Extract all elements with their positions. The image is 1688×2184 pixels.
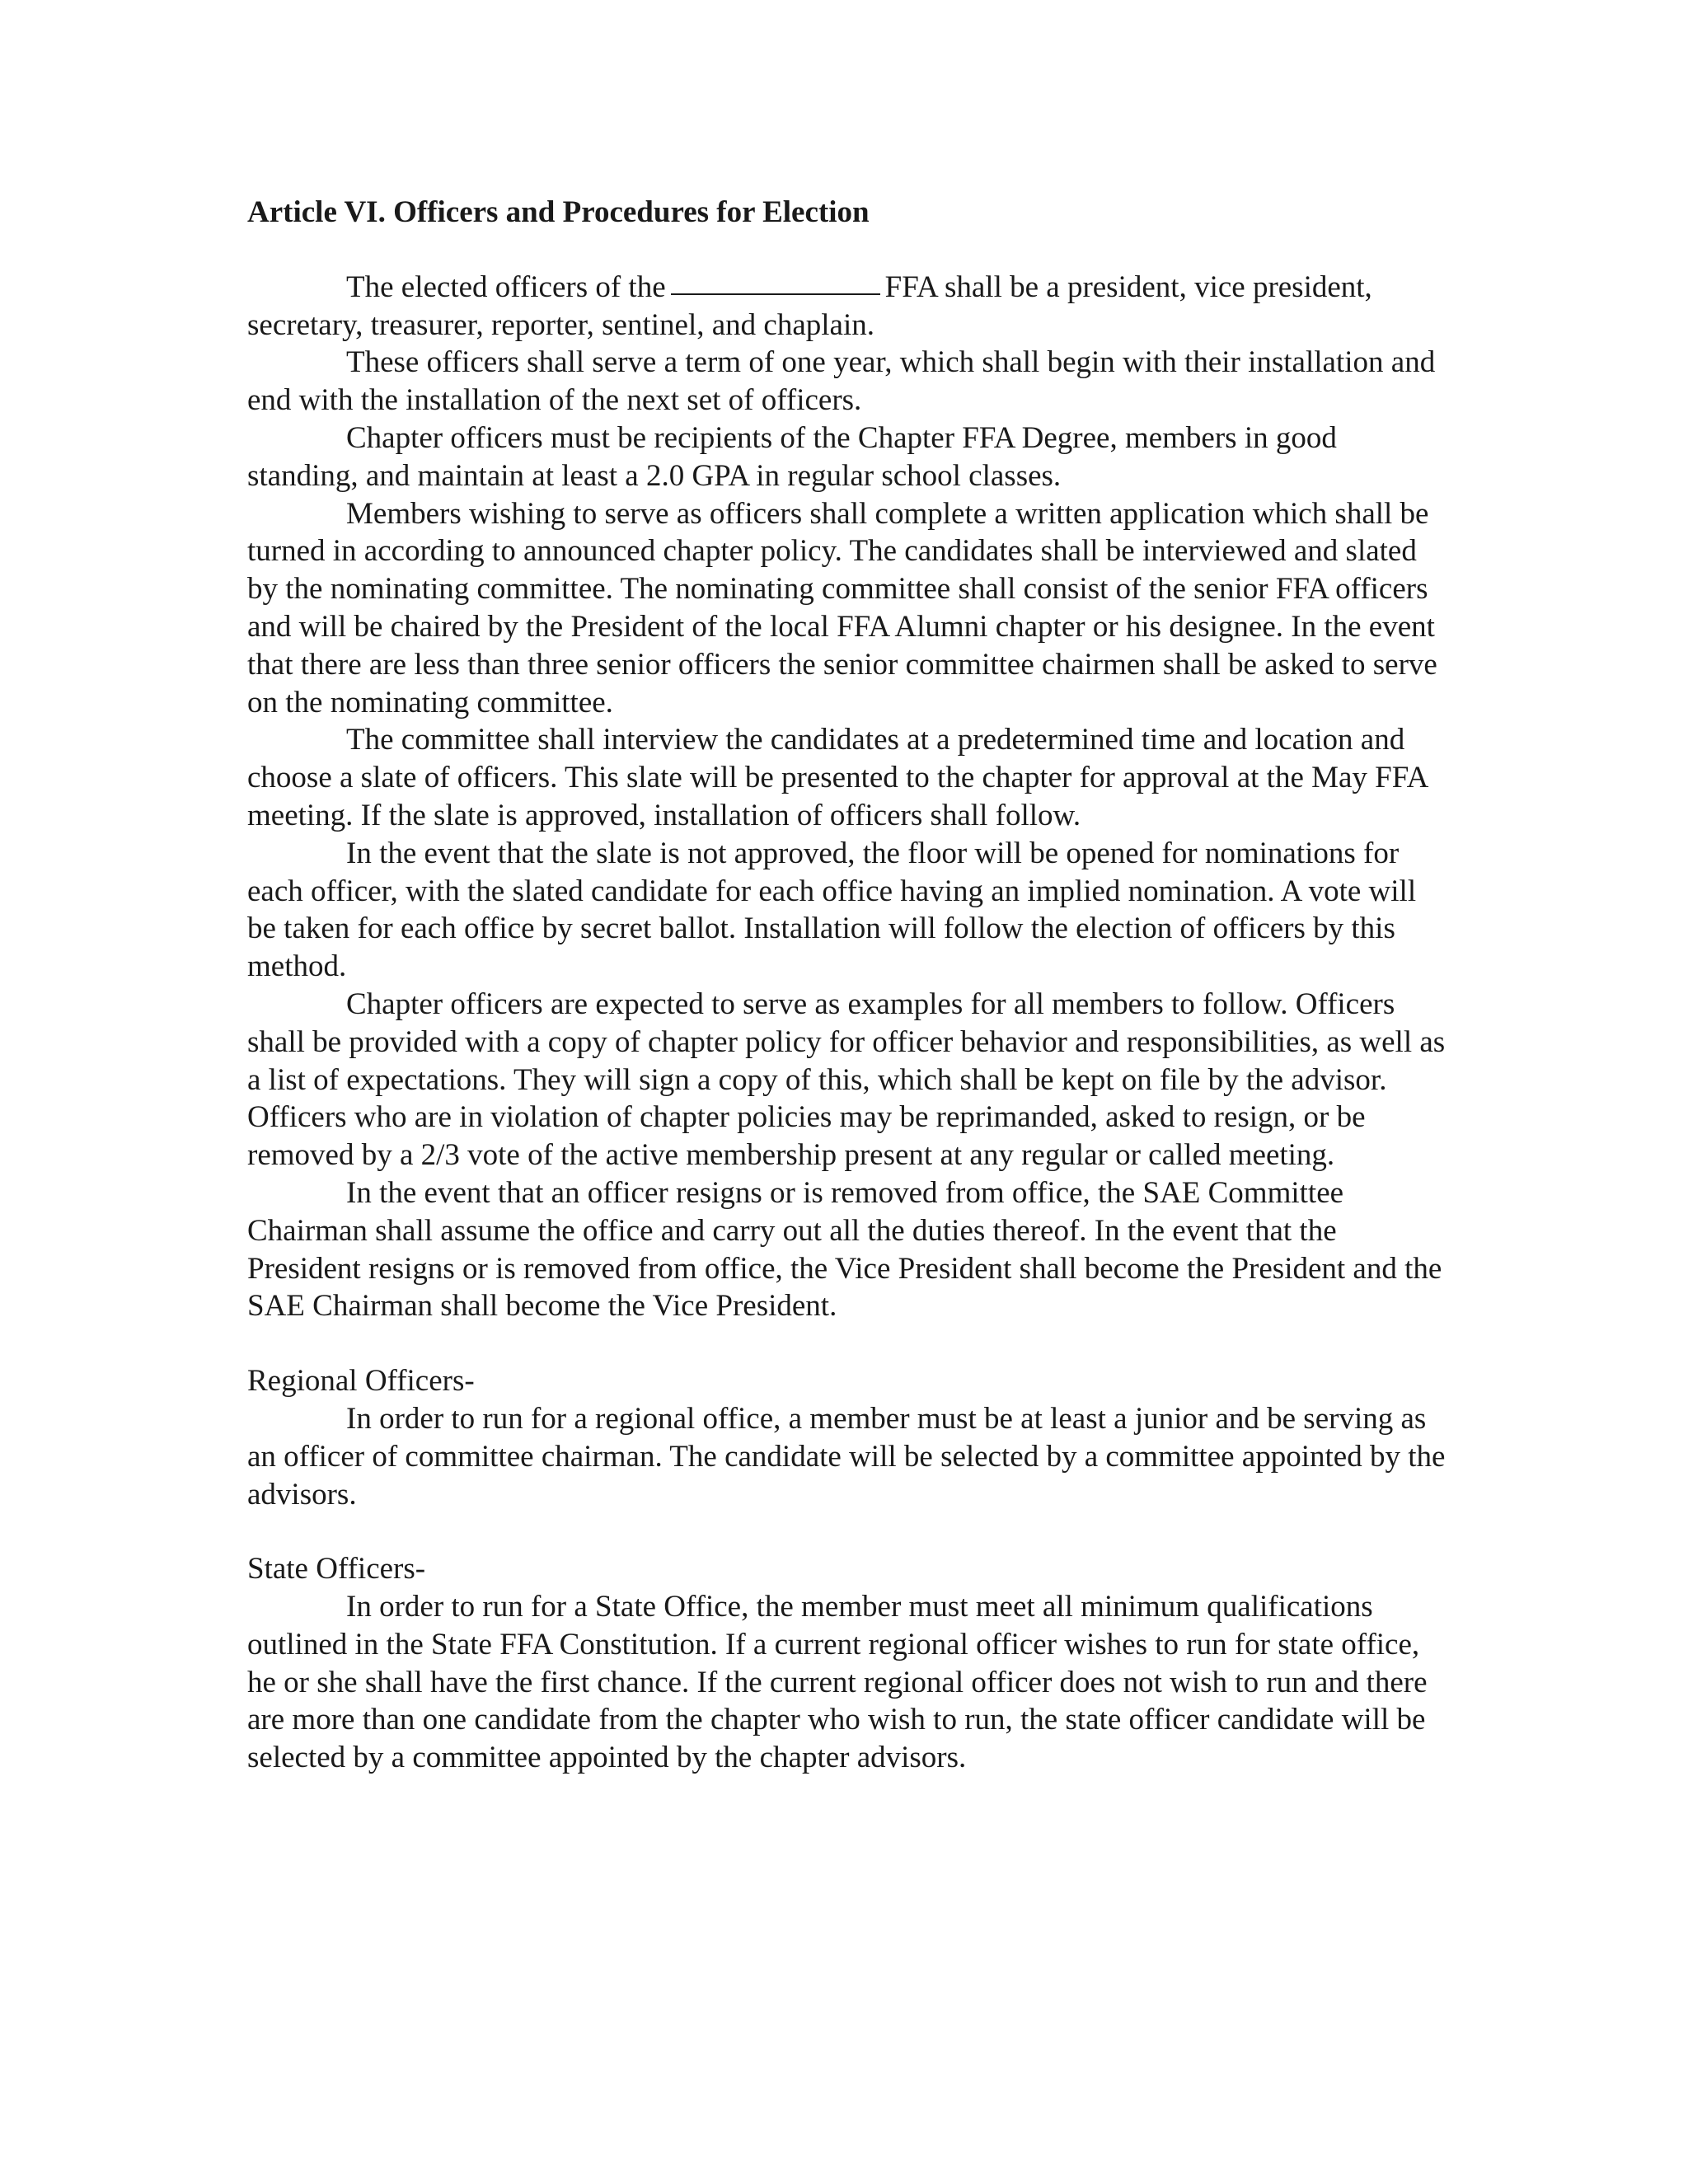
intro-paragraph [247, 269, 1451, 344]
committee-paragraph: The committee shall interview the candidates at a predetermined time and location and choose a slate of officers. This slate will be presented to the chapter for approval at the May FFA meeting. If the slate is approved, installation of officers shall follow. [247, 723, 1428, 832]
regional-officers-title: Regional Officers- [247, 1364, 475, 1399]
application-paragraph: Members wishing to serve as officers shall complete a written application which shall be turned in according to announced chapter policy. The candidates shall be interviewed and slated by the nominating committee. The nominating committee shall consist of the senior FFA officers and will be chaired by the President of the local FFA Alumni chapter or his designee. In the event that there are less than three senior officers the senior committee chairmen shall be asked to serve on the nominating committee. [247, 496, 1437, 719]
intro-text-before-blank: The elected officers of the [346, 269, 666, 304]
qualifications-paragraph: Chapter officers must be recipients of the Chapter FFA Degree, members in good standing, and maintain at least a 2.0 GPA in regular school classes. [247, 420, 1337, 493]
conduct-paragraph: Chapter officers are expected to serve as examples for all members to follow. Officers shall be provided with a copy of chapter policy for officer behavior and responsibilities, as well as a list of expectations. They will sign a copy of this, which shall be kept on file by the advisor. Officers who are in violation of chapter policies may be reprimanded, asked to resign, or be removed by a 2/3 vote of the active membership present at any regular or called meeting. [247, 987, 1446, 1173]
nominations-paragraph: In the event that the slate is not approved, the floor will be opened for nominations for each officer, with the slated candidate for each office having an implied nomination. A vote will be taken for each office by secret ballot. Installation will follow the election of officers by this method. [247, 836, 1417, 984]
intro-text-after-blank: FFA shall be a president, vice president, secretary, treasurer, reporter, sentinel, and chaplain. [247, 269, 1372, 342]
vacancy-paragraph: In the event that an officer resigns or is removed from office, the SAE Committee Chairman shall assume the office and carry out all the duties thereof. In the event that the President resigns or is removed from office, the Vice President shall become the President and the SAE Chairman shall become the Vice President. [247, 1175, 1442, 1324]
state-officers-paragraph: In order to run for a State Office, the member must meet all minimum qualifications outlined in the State FFA Constitution. If a current regional officer wishes to run for state office, he or she shall have the first chance. If the current regional officer does not wish to run and there are more than one candidate from the chapter who wish to run, the state officer candidate will be selected by a committee appointed by the chapter advisors. [247, 1590, 1428, 1775]
chapter-name-blank [671, 293, 880, 295]
state-officers-title: State Officers- [247, 1552, 426, 1586]
term-paragraph: These officers shall serve a term of one year, which shall begin with their installation and end with the installation of the next set of officers. [247, 345, 1436, 418]
regional-officers-paragraph: In order to run for a regional office, a member must be at least a junior and be serving as an officer of committee chairman. The candidate will be selected by a committee appointed by the advisors. [247, 1401, 1446, 1511]
article-heading: Article VI. Officers and Procedures for Election [247, 195, 870, 229]
document-page [247, 194, 1451, 1777]
